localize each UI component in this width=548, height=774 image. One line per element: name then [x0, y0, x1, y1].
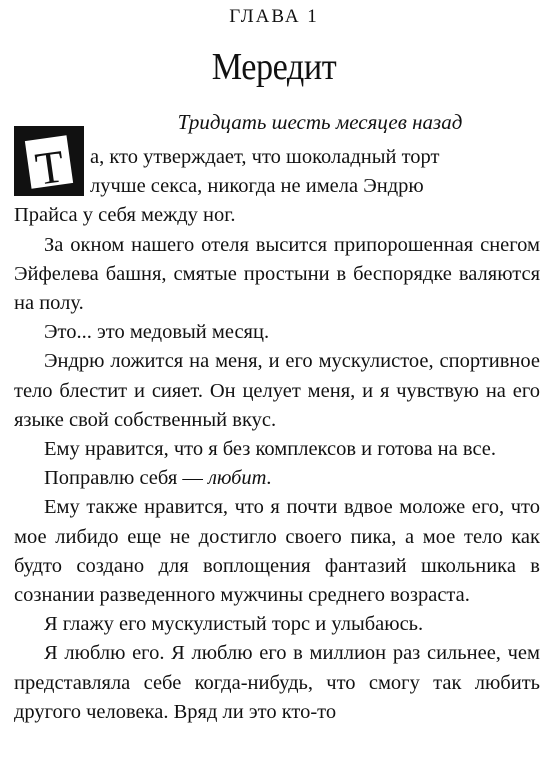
body-text — [14, 140, 540, 727]
dropcap-letter: Т — [32, 140, 68, 195]
paragraph-6 — [14, 464, 540, 493]
paragraph-7: Ему также нравится, что я почти вдвое моложе его, что мое либидо еще не достигло своего пика, а мое тело как будто создано для воплощения фантазий школьника в сознании разведенного мужчины среднего возраста. — [14, 496, 540, 607]
chapter-label: ГЛАВА 1 — [229, 6, 319, 27]
paragraph-1-line-2: лучше секса, никогда не имела Эндрю — [90, 175, 424, 198]
paragraph-1 — [14, 140, 540, 231]
paragraph-2: За окном нашего отеля высится припорошенная снегом Эйфелева башня, смятые простыни в беспорядке валяются на полу. — [14, 233, 540, 315]
chapter-subtitle: Тридцать шесть месяцев назад — [177, 110, 463, 134]
paragraph-1-line-1: а, кто утверждает, что шоколадный торт — [90, 146, 440, 168]
paragraph-6-emphasis: любит. — [208, 467, 272, 490]
paragraph-5: Ему нравится, что я без комплексов и готова на все. — [44, 438, 497, 461]
paragraph-1-rest: Прайса у себя между ног. — [14, 204, 236, 227]
chapter-title: Мередит — [211, 46, 337, 88]
paragraph-4: Эндрю ложится на меня, и его мускулистое, спортивное тело блестит и сияет. Он целует меня, и я чувствую на его языке свой собственный вкус. — [14, 350, 540, 431]
paragraph-9: Я люблю его. Я люблю его в миллион раз сильнее, чем представляла себе когда-нибудь, что смогу так любить другого человека. Вряд ли это кто-то — [14, 642, 540, 723]
paragraph-3: Это... это медовый месяц. — [44, 321, 270, 344]
paragraph-8: Я глажу его мускулистый торс и улыбаюсь. — [44, 613, 424, 636]
paragraph-6-start: Поправлю себя — — [44, 467, 208, 490]
